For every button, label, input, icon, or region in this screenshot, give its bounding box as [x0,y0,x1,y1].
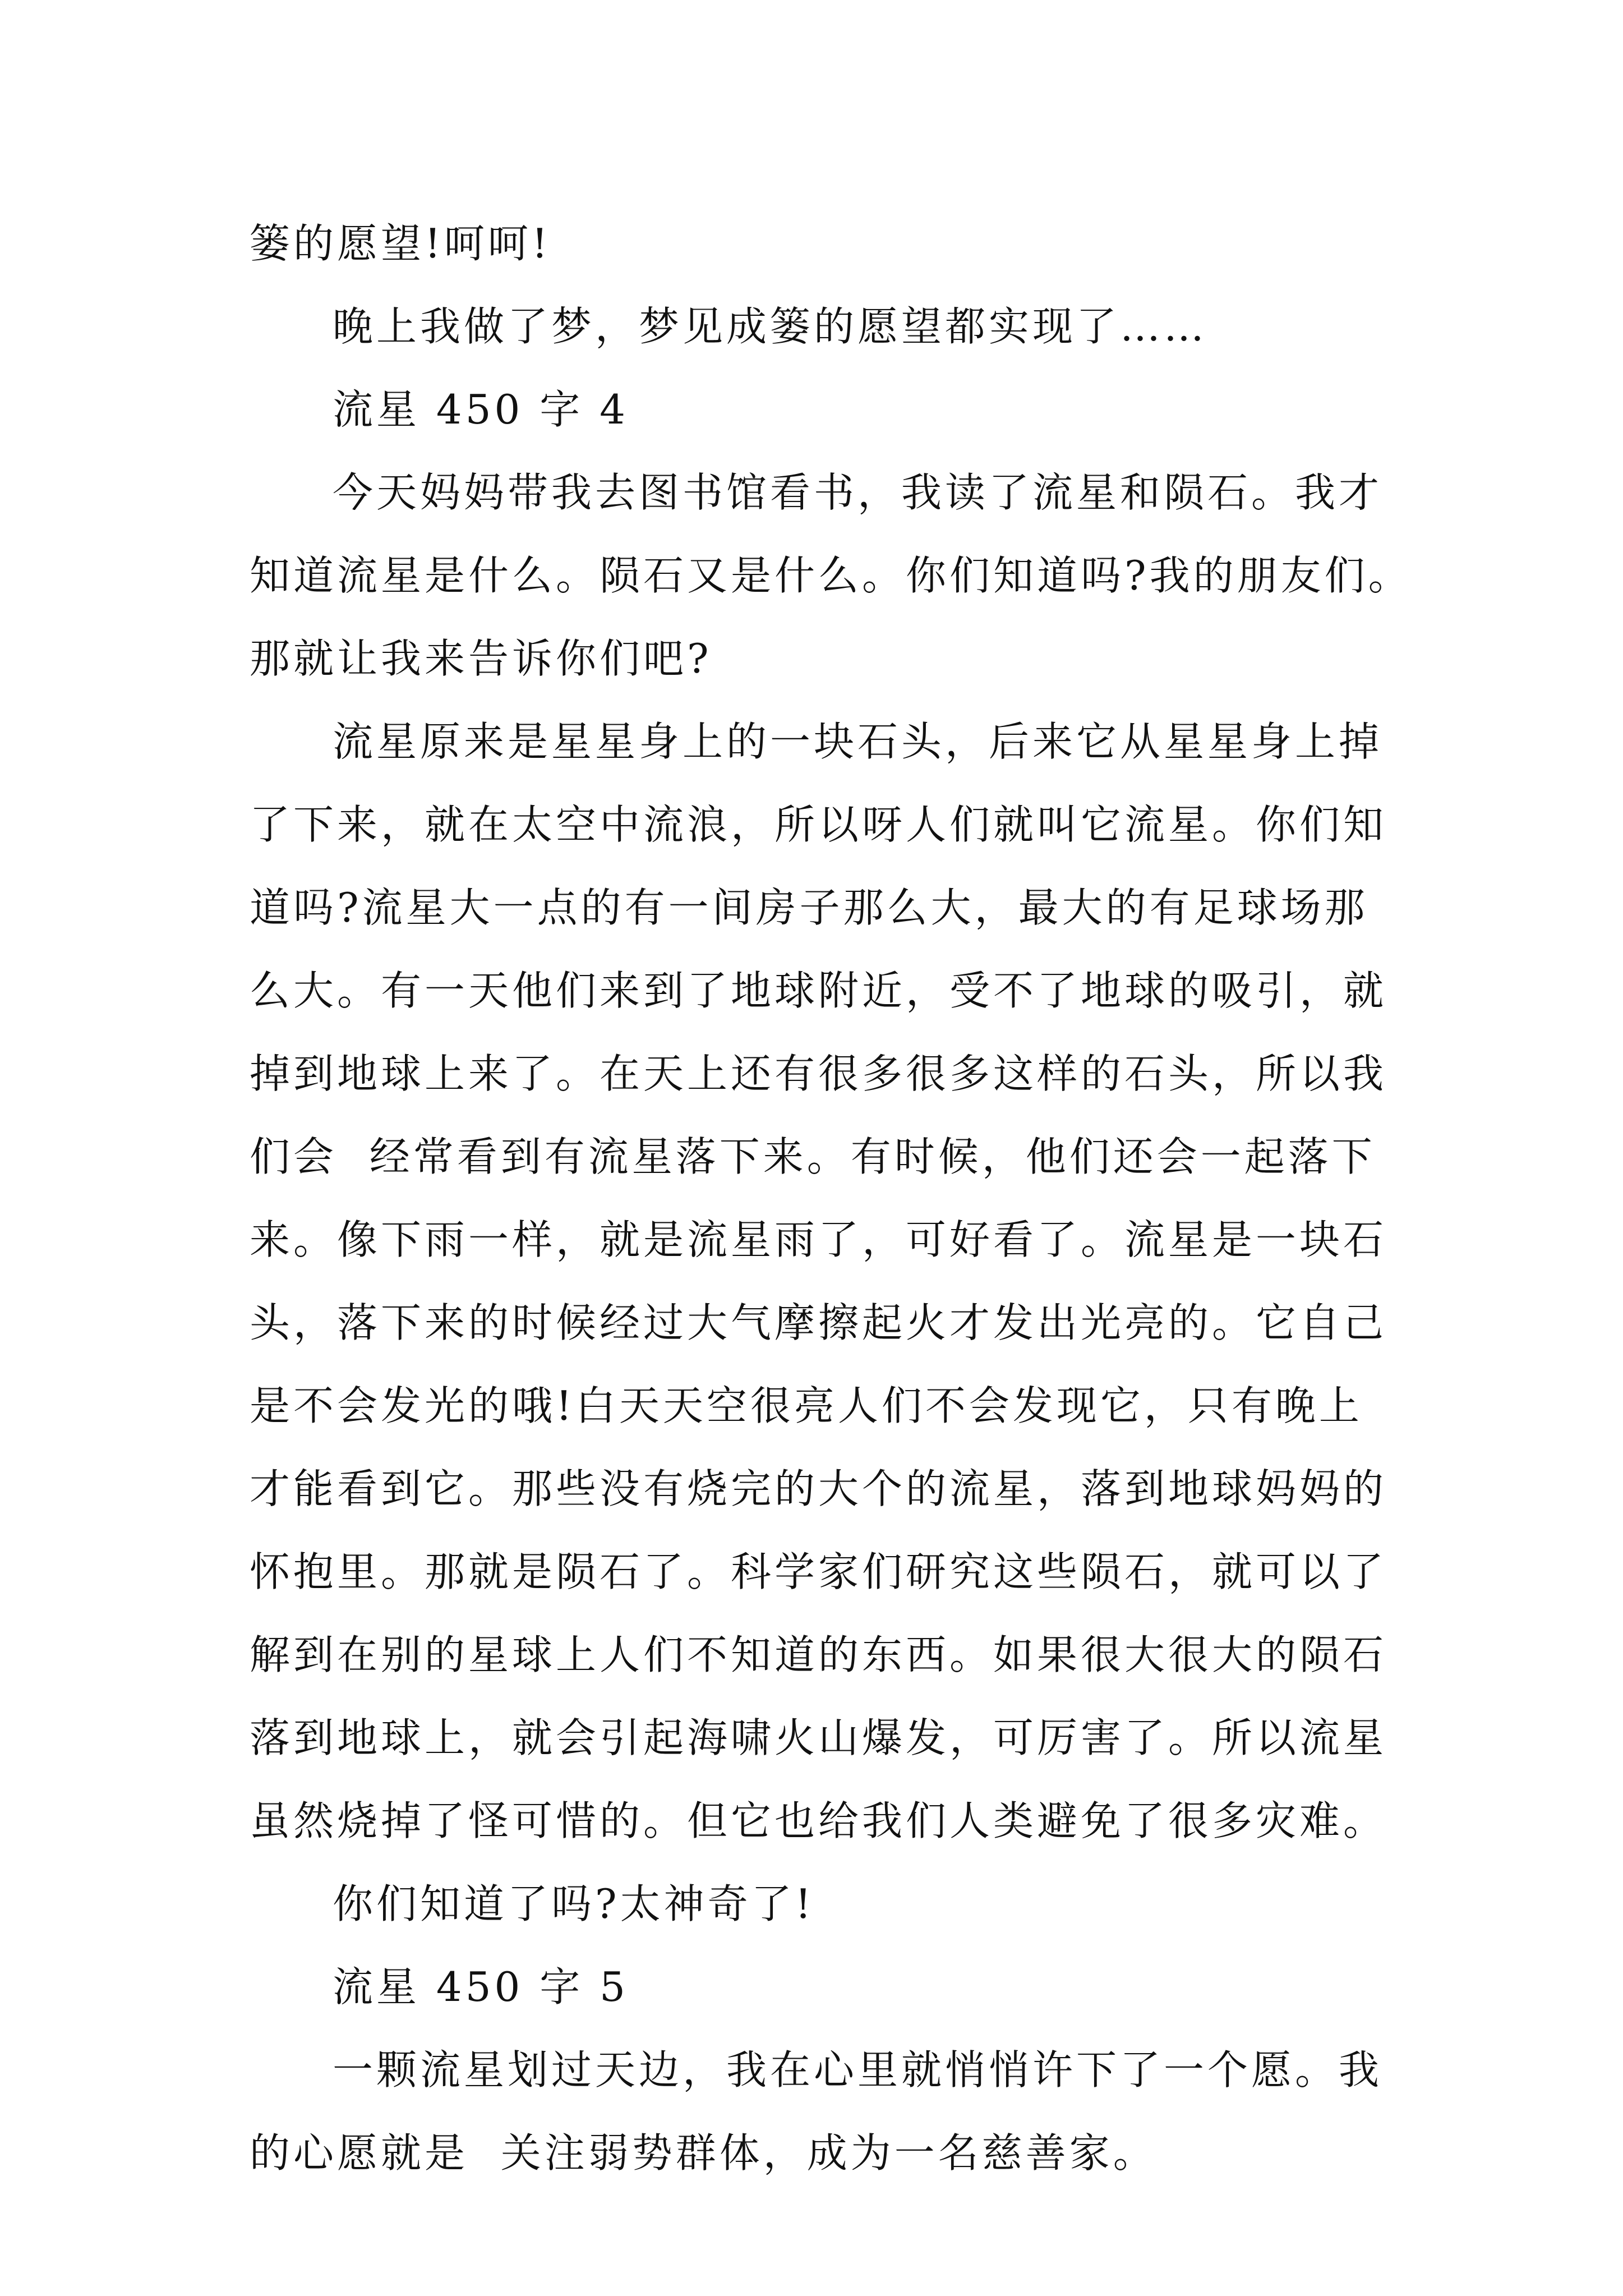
text-line [250,963,1387,1019]
text-line [250,1627,1387,1683]
text-line [250,1793,1387,1849]
line-text: 解到在别的星球上人们不知道的东西。如果很大很大的陨石 [250,1631,1387,1678]
text-line [333,2042,1382,2098]
heading-text: 流星 450 字 5 [333,1963,629,2010]
line-text: 知道流星是什么。陨石又是什么。你们知道吗?我的朋友们。 [250,552,1412,599]
line-text: 晚上我做了梦，梦见成篓的愿望都实现了…… [333,303,1208,350]
line-text: 虽然烧掉了怪可惜的。但它也给我们人类避免了很多灾难。 [250,1797,1387,1844]
line-text: 落到地球上，就会引起海啸火山爆发，可厉害了。所以流星 [250,1714,1387,1761]
text-line [333,714,1382,770]
text-line [250,797,1387,853]
line-text: 才能看到它。那些没有烧完的大个的流星，落到地球妈妈的 [250,1465,1387,1512]
line-text: 道吗?流星大一点的有一间房子那么大，最大的有足球场那 [250,884,1368,931]
line-text: 那就让我来告诉你们吧? [250,635,712,682]
text-line [333,298,1207,355]
text-line [333,464,1382,521]
line-text: 的心愿就是 关注弱势群体，成为一名慈善家。 [250,2129,1157,2177]
text-line [250,1212,1387,1268]
text-line [250,1378,1363,1434]
line-text: 们会 经常看到有流星落下来。有时候，他们还会一起落下 [250,1133,1376,1180]
line-text: 么大。有一天他们来到了地球附近，受不了地球的吸引，就 [250,967,1387,1014]
line-text: 今天妈妈带我去图书馆看书，我读了流星和陨石。我才 [333,469,1383,516]
text-line [333,1876,815,1932]
text-line [250,547,1412,604]
text-line [250,1295,1387,1351]
heading-text: 流星 450 字 4 [333,386,629,433]
line-text: 篓的愿望!呵呵! [250,220,551,267]
line-text: 你们知道了吗?太神奇了! [333,1880,815,1927]
line-text: 是不会发光的哦!白天天空很亮人们不会发现它，只有晚上 [250,1382,1363,1429]
text-line [250,2125,1157,2181]
line-text: 流星原来是星星身上的一块石头，后来它从星星身上掉 [333,718,1383,765]
line-text: 怀抱里。那就是陨石了。科学家们研究这些陨石，就可以了 [250,1548,1387,1595]
section-heading [333,1959,629,2015]
section-heading [333,381,629,438]
text-line [250,1461,1387,1517]
text-line [250,631,712,687]
text-line [250,880,1368,936]
line-text: 一颗流星划过天边，我在心里就悄悄许下了一个愿。我 [333,2046,1383,2093]
line-text: 来。像下雨一样，就是流星雨了，可好看了。流星是一块石 [250,1216,1387,1263]
text-line [250,1129,1376,1185]
text-line [250,1544,1387,1600]
line-text: 了下来，就在太空中流浪，所以呀人们就叫它流星。你们知 [250,801,1387,848]
text-line [250,215,551,272]
line-text: 掉到地球上来了。在天上还有很多很多这样的石头，所以我 [250,1050,1387,1097]
text-line [250,1710,1387,1766]
text-line [250,1046,1387,1102]
line-text: 头，落下来的时候经过大气摩擦起火才发出光亮的。它自己 [250,1299,1387,1346]
